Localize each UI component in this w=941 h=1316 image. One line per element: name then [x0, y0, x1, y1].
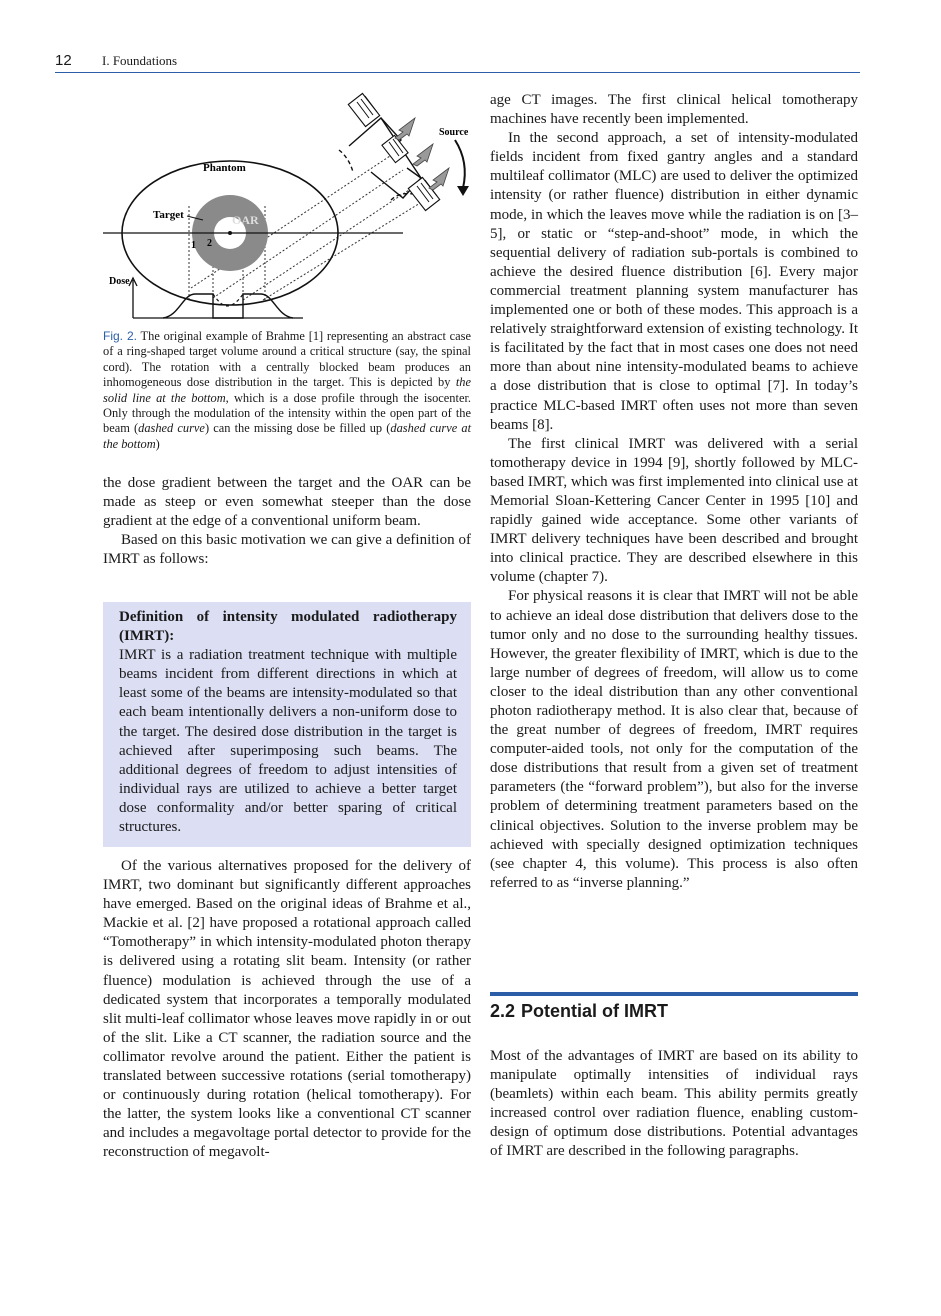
figure-caption: Fig. 2. The original example of Brahme [1] representing an abstract case of a ring-shaped target volume around a critical structure (say, the spinal cord). The rotation with a centrally blocked beam produces an inhomogeneous dose distribution in the target. This is depicted by the solid line at the bottom, which is a dose profile through the isocenter. Only through the modulation of the intensity within the open part of the beam (dashed curve) can the missing dose be filled up (dashed curve at the bottom): [103, 329, 472, 451]
paragraph: the dose gradient between the target and the OAR can be made as steep or even somewhat steeper than the dose gradient at the edge of a conventional uniform beam.: [103, 475, 471, 530]
section-title-text: Potential of IMRT: [521, 1001, 669, 1021]
definition-box: [103, 602, 471, 847]
definition-title: Definition of intensity modulated radiotherapy (IMRT):: [119, 609, 457, 645]
figure-diagram: [103, 88, 471, 320]
label-dose: Dose: [109, 276, 130, 287]
section-number: 2.2: [490, 1001, 516, 1021]
paragraph: age CT images. The first clinical helical tomotherapy machines have recently been implemented.: [490, 92, 858, 128]
figure-2: [103, 88, 471, 320]
label-phantom: Phantom: [203, 162, 246, 174]
paragraph: Based on this basic motivation we can give a definition of IMRT as follows:: [103, 532, 471, 568]
right-column: [490, 91, 858, 893]
label-mark-1: 1: [191, 240, 196, 251]
label-oar: OAR: [232, 213, 259, 227]
paragraph: Most of the advantages of IMRT are based on its ability to manipulate optimally intensities of individual rays (beamlets) within each beam. This ability permits greatly increased control over radiation fluence, enabling custom-design of optimum dose distributions. Potential advantages of IMRT are described in the following paragraphs.: [490, 1048, 858, 1160]
section-rule: [490, 992, 858, 996]
left-column-bottom: [103, 857, 471, 1163]
paragraph: The first clinical IMRT was delivered with a serial tomotherapy device in 1994 [9], shortly followed by MLC-based IMRT, which was first implemented into clinical use at Memorial Sloan-Kettering Cancer Center in 1995 [10] and rapidly gained wide acceptance. Some other variants of IMRT delivery techniques have been described and brought into clinical practice. They are described elsewhere in this volume (chapter 7).: [490, 435, 858, 586]
label-target: Target: [153, 209, 184, 221]
running-head: [55, 52, 860, 73]
paragraph: For physical reasons it is clear that IMRT will not be able to achieve an ideal dose distribution that delivers dose to the tumor only and no dose to the surrounding healthy tissues. However, the greater flexibility of IMRT, which is due to the large number of degrees of freedom, will allow us to come closer to the ideal distribution than any other conventional photon radiotherapy method. It is also clear that, because of the great number of degrees of freedom, IMRT requires computer-aided tools, not only for the computation of the dose distributions that result from a given set of treatment parameters (the “forward problem”), but also for the inverse problem of determining treatment parameters based on the clinical objectives. Solution to the inverse problem may be achieved with specially designed optimization techniques (see chapter 4, this volume). This process is also often referred to as “inverse planning.”: [490, 588, 858, 891]
page-number: 12: [55, 52, 72, 69]
paragraph: Of the various alternatives proposed for the delivery of IMRT, two dominant but significantly different approaches have emerged. Based on the original ideas of Brahme et al., Mackie et al. [2] have proposed a rotational approach called “Tomotherapy” in which intensity-modulated photon therapy is delivered using a rotating slit beam. Intensity (or rather fluence) modulation is achieved through the use of a dedicated system that incorporates a temporally modulated slit multi-leaf collimator whose leaves move rapidly in or out of the slit. Like a CT scanner, the radiation source and the collimator revolve around the patient. Either the patient is translated between successive rotations (serial tomotherapy) or continuously during rotation (helical tomotherapy). For the latter, the system looks like a conventional CT scanner and includes a megavoltage portal detector to provide for the reconstruction of megavolt-: [103, 858, 471, 1161]
definition-body: IMRT is a radiation treatment technique with multiple beams incident from different directions in which at least some of the beams are intensity-modulated so that each beam intentionally delivers a non-uniform dose to the target. The desired dose distribution in the target is achieved after superimposing such beams. The additional degrees of freedom to adjust intensities of individual rays are utilized to achieve a better target dose conformality and/or better sparing of critical structures.: [119, 647, 457, 836]
rotation-arrow: [455, 140, 465, 188]
section-heading: [490, 1001, 858, 1022]
section-body: [490, 1047, 858, 1162]
label-mark-2: 2: [207, 238, 212, 249]
paragraph: In the second approach, a set of intensity-modulated fields incident from fixed gantry angles and a standard multileaf collimator (MLC) are used to deliver the optimized intensity (or rather fluence) distribution in either dynamic mode, in which the leaves move while the radiation is on [3–5], or static or “step-and-shoot” mode, in which the sequential delivery of radiation sub-portals is combined to achieve the desired fluence distribution [6]. Every major commercial treatment planning system manufacturer has implemented one or both of these modes. This approach is a relatively straightforward extension of existing technology. It is facilitated by the fact that in most cases one does not need more than about nine intensity-modulated beams to achieve a dose distribution that is close to optimal [7]. In today’s practice MLC-based IMRT often uses not more than seven beams [8].: [490, 130, 858, 433]
left-column-top: [103, 474, 471, 569]
chapter-title: I. Foundations: [102, 53, 178, 68]
caption-label: Fig. 2.: [103, 329, 138, 343]
label-source: Source: [439, 127, 469, 138]
